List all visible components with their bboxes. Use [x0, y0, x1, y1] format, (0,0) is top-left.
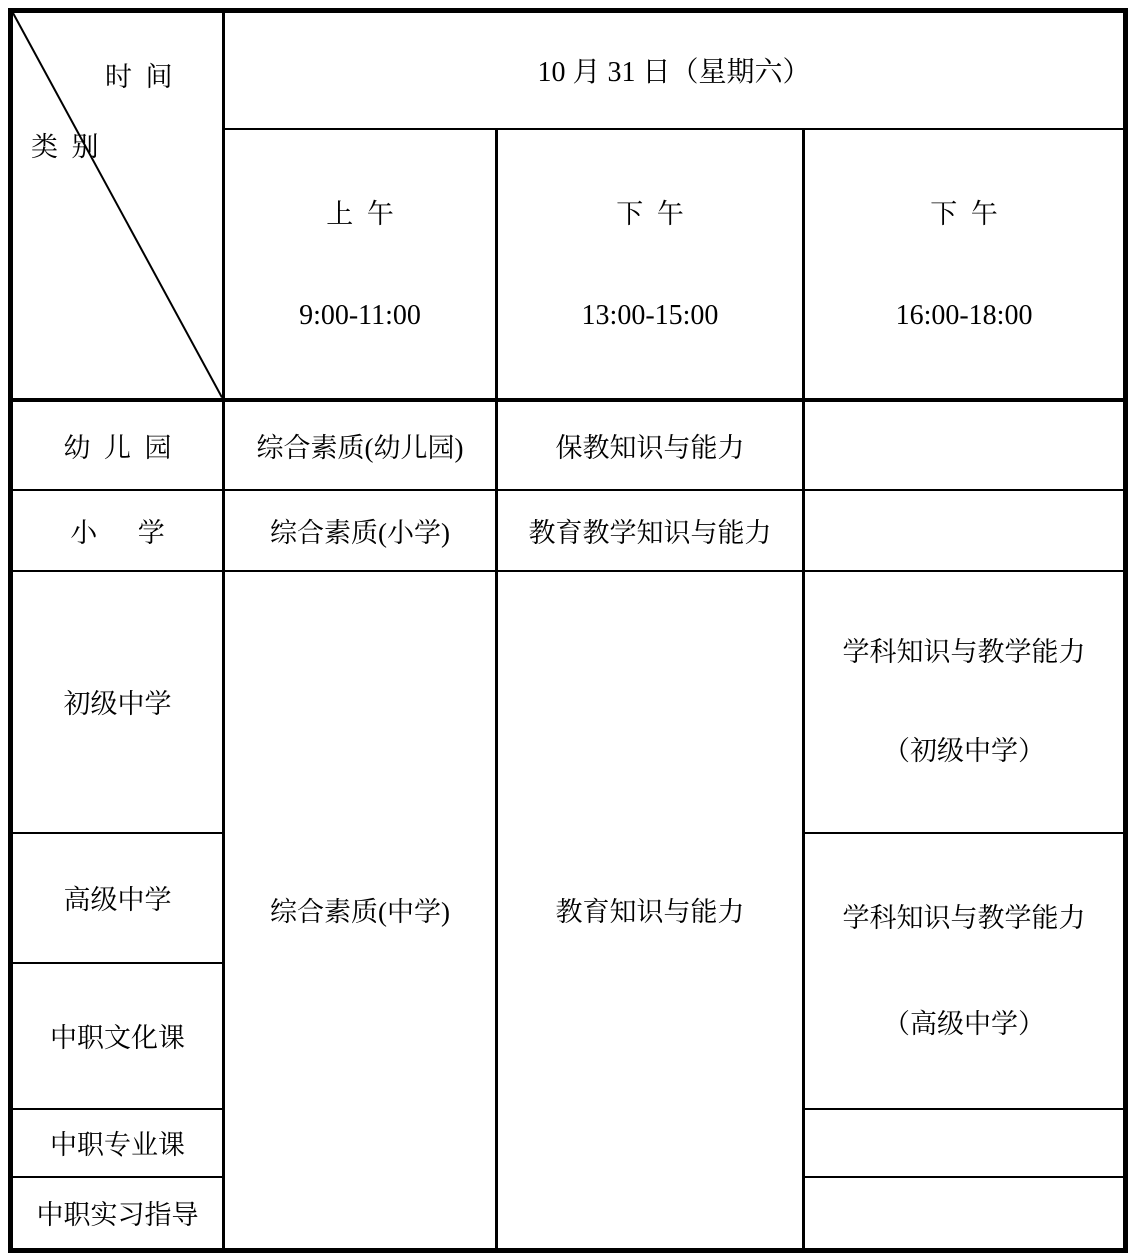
category-cell-primary: 小 学: [11, 490, 224, 571]
session-period-label: 下 午: [930, 198, 998, 229]
table-row-kindergarten: [11, 400, 1126, 490]
exam-cell-senior-subject-line1: 学科知识与教学能力: [842, 902, 1086, 933]
exam-cell-senior-subject-line2: （高级中学）: [883, 1008, 1046, 1039]
header-row-date: [11, 11, 1126, 129]
exam-schedule-table: [8, 8, 1128, 1253]
session-period-label: 上 午: [326, 198, 394, 229]
session-header-afternoon-2: [804, 129, 1126, 400]
date-header-cell: 10 月 31 日（星期六）: [224, 11, 1126, 129]
category-cell-vocational-internship: 中职实习指导: [11, 1177, 224, 1251]
exam-cell-junior-subject-line1: 学科知识与教学能力: [842, 636, 1086, 667]
exam-cell-kindergarten-afternoon: 保教知识与能力: [497, 400, 804, 490]
session-header-morning: [224, 129, 497, 400]
exam-cell-secondary-afternoon: 教育知识与能力: [497, 571, 804, 1251]
exam-cell-secondary-morning: 综合素质(中学): [224, 571, 497, 1251]
corner-label-category: 类 别: [31, 132, 99, 162]
exam-cell-kindergarten-morning: 综合素质(幼儿园): [224, 400, 497, 490]
session-time-label: 16:00-18:00: [895, 299, 1033, 331]
exam-cell-primary-morning: 综合素质(小学): [224, 490, 497, 571]
category-cell-vocational-specialty: 中职专业课: [11, 1109, 224, 1177]
empty-cell-kindergarten-late: [804, 400, 1126, 490]
corner-header-cell: [11, 11, 224, 400]
session-period-label: 下 午: [616, 198, 684, 229]
corner-label-time: 时 间: [105, 62, 173, 92]
exam-cell-junior-subject-line2: （初级中学）: [883, 735, 1046, 766]
category-cell-kindergarten: 幼 儿 园: [11, 400, 224, 490]
session-time-label: 9:00-11:00: [299, 299, 421, 331]
exam-cell-primary-afternoon: 教育教学知识与能力: [497, 490, 804, 571]
empty-cell-vocational-specialty-late: [804, 1109, 1126, 1177]
exam-cell-junior-subject: [804, 571, 1126, 833]
table-row-primary: [11, 490, 1126, 571]
table-row-junior: [11, 571, 1126, 833]
session-time-label: 13:00-15:00: [581, 299, 719, 331]
session-header-afternoon-1: [497, 129, 804, 400]
category-cell-senior: 高级中学: [11, 833, 224, 964]
category-cell-vocational-culture: 中职文化课: [11, 963, 224, 1108]
empty-cell-primary-late: [804, 490, 1126, 571]
category-cell-junior: 初级中学: [11, 571, 224, 833]
empty-cell-vocational-internship-late: [804, 1177, 1126, 1251]
exam-cell-senior-subject: [804, 833, 1126, 1109]
